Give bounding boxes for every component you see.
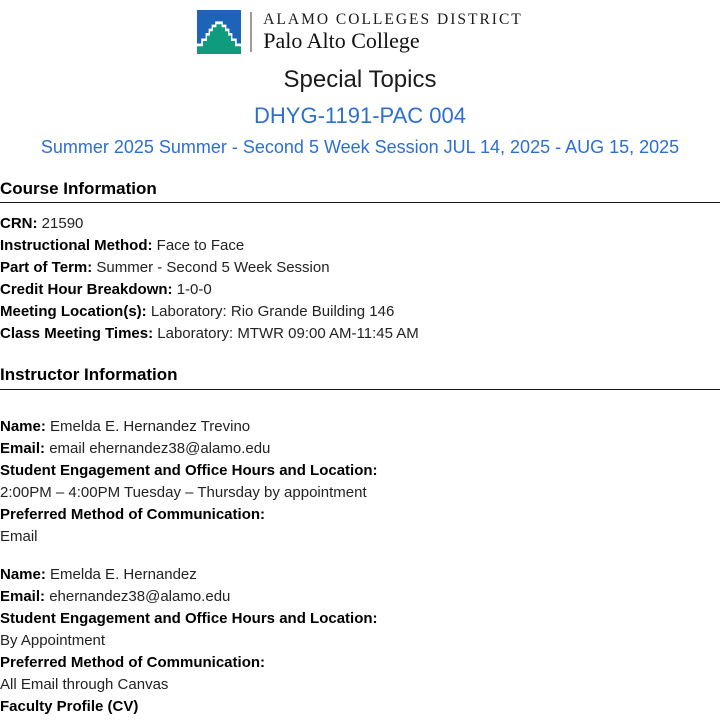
field-label: Instructional Method:	[0, 237, 153, 255]
field-label: Name:	[0, 417, 46, 435]
field-label: Credit Hour Breakdown:	[0, 281, 173, 299]
course-information-section	[0, 179, 720, 346]
field-crn	[0, 213, 720, 235]
field-label: Name:	[0, 565, 46, 583]
field-label: Meeting Location(s):	[0, 303, 147, 321]
office-hours-value: By Appointment	[0, 631, 106, 649]
course-information-fields	[0, 213, 720, 345]
field-value: Emelda E. Hernandez	[50, 565, 197, 583]
communication-value: All Email through Canvas	[0, 675, 169, 693]
field-value: 21590	[41, 215, 84, 233]
field-value: Laboratory: MTWR 09:00 AM-11:45 AM	[157, 325, 419, 343]
field-label: Part of Term:	[0, 259, 93, 277]
field-label: Email:	[0, 439, 46, 457]
logo-divider	[250, 12, 252, 52]
field-label: Class Meeting Times:	[0, 325, 154, 343]
field-value: Laboratory: Rio Grande Building 146	[150, 303, 395, 321]
field-class-meeting-times	[0, 323, 720, 345]
field-label: Email:	[0, 587, 46, 605]
instructor-information-section	[0, 365, 720, 718]
instructor-block	[0, 564, 720, 696]
course-title-block	[0, 58, 720, 159]
section-divider	[0, 202, 720, 203]
field-value: Emelda E. Hernandez Trevino	[50, 417, 251, 435]
instructor-block	[0, 416, 720, 548]
alamo-colleges-logo-lockup[interactable]	[197, 10, 523, 54]
faculty-profile-label[interactable]: Faculty Profile (CV)	[0, 697, 139, 715]
section-divider	[0, 389, 720, 390]
course-information-heading: Course Information	[0, 178, 157, 198]
field-value: 1-0-0	[176, 281, 212, 299]
field-meeting-locations	[0, 301, 720, 323]
page-title: Special Topics	[283, 66, 437, 93]
office-hours-label: Student Engagement and Office Hours and Location:	[0, 461, 378, 479]
field-value: Summer - Second 5 Week Session	[96, 259, 330, 277]
office-hours-label: Student Engagement and Office Hours and Location:	[0, 609, 378, 627]
instructor-email-row[interactable]	[0, 438, 720, 460]
instructor-email-row[interactable]	[0, 586, 720, 608]
logo-wordmark	[263, 12, 523, 53]
field-credit-hour-breakdown	[0, 279, 720, 301]
alamo-colleges-hill-logo-icon	[197, 10, 241, 54]
college-name: Palo Alto College	[263, 28, 420, 54]
instructor-information-heading: Instructor Information	[0, 365, 178, 385]
communication-label: Preferred Method of Communication:	[0, 505, 266, 523]
course-term: Summer 2025 Summer - Second 5 Week Session JUL 14, 2025 - AUG 15, 2025	[40, 137, 680, 158]
course-code: DHYG-1191-PAC 004	[254, 102, 466, 128]
district-name: ALAMO COLLEGES DISTRICT	[263, 10, 523, 28]
field-value: Face to Face	[156, 237, 245, 255]
site-masthead	[0, 0, 720, 58]
field-value[interactable]: ehernandez38@alamo.edu	[49, 587, 231, 605]
instructor-name-row	[0, 416, 720, 438]
instructor-name-row	[0, 564, 720, 586]
office-hours-value: 2:00PM – 4:00PM Tuesday – Thursday by appointment	[0, 483, 367, 501]
field-value[interactable]: email ehernandez38@alamo.edu	[49, 439, 271, 457]
field-instructional-method	[0, 235, 720, 257]
communication-label: Preferred Method of Communication:	[0, 653, 266, 671]
field-label: CRN:	[0, 215, 38, 233]
field-part-of-term	[0, 257, 720, 279]
communication-value: Email	[0, 527, 38, 545]
